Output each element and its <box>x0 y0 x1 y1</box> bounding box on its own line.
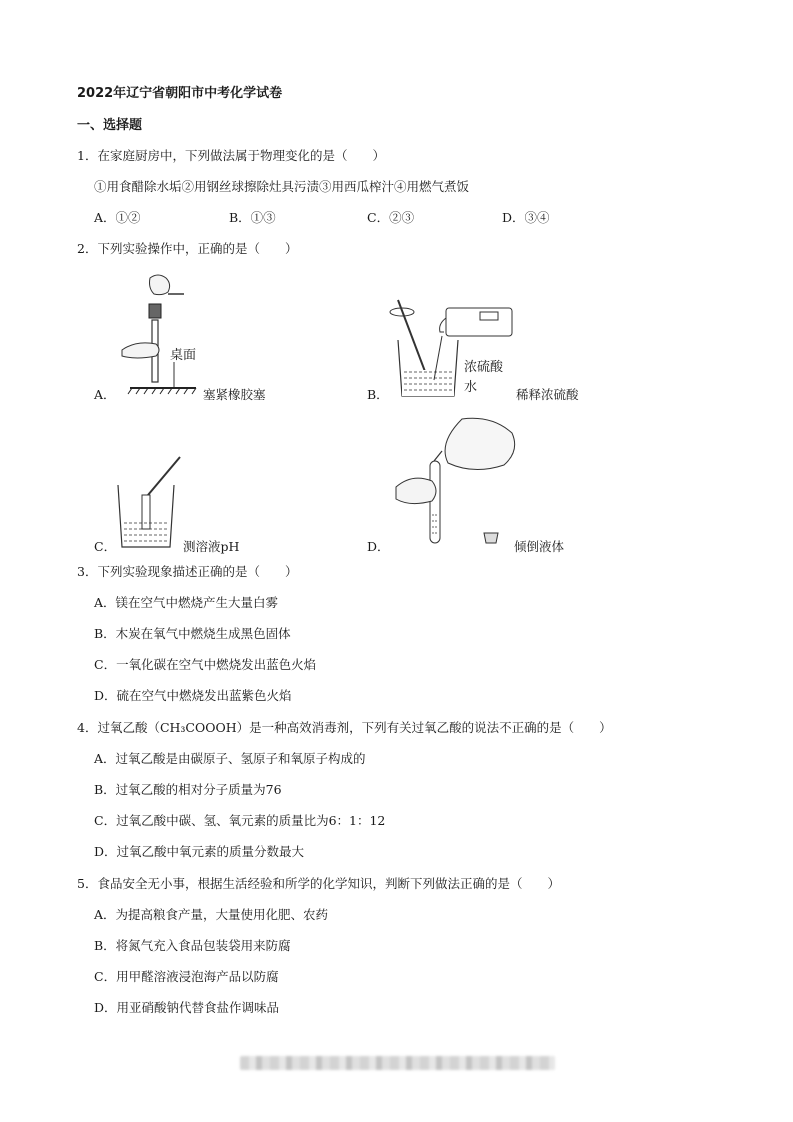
question-4-option-c: C．过氧乙酸中碳、氢、氧元素的质量比为6：1：12 <box>94 813 386 828</box>
figure-a-stopper <box>112 270 222 400</box>
question-4-stem: 4．过氧乙酸（CH₃COOOH）是一种高效消毒剂，下列有关过氧乙酸的说法不正确的是（ ） <box>77 720 612 735</box>
question-5-option-a: A．为提高粮食产量，大量使用化肥、农药 <box>94 907 329 922</box>
question-2-option-a: A． <box>94 387 116 402</box>
figure-b-label-acid: 浓硫酸 <box>464 360 504 375</box>
question-2-stem: 2．下列实验操作中，正确的是（ ） <box>77 241 298 256</box>
figure-d-pour <box>392 415 532 550</box>
question-2-option-d: D． <box>367 539 390 554</box>
figure-b-caption: 稀释浓硫酸 <box>516 387 579 402</box>
question-1-option-c: C．②③ <box>367 210 415 225</box>
question-5-stem: 5．食品安全无小事，根据生活经验和所学的化学知识，判断下列做法正确的是（ ） <box>77 876 560 891</box>
question-1-stem: 1．在家庭厨房中，下列做法属于物理变化的是（ ） <box>77 148 385 163</box>
figure-d-caption: 倾倒液体 <box>514 539 565 554</box>
pour-diagram <box>392 415 532 550</box>
figure-a-label: 桌面 <box>170 348 197 363</box>
question-3-option-c: C．一氧化碳在空气中燃烧发出蓝色火焰 <box>94 657 317 672</box>
question-4-option-d: D．过氧乙酸中氧元素的质量分数最大 <box>94 844 305 859</box>
question-4-option-a: A．过氧乙酸是由碳原子、氢原子和氧原子构成的 <box>94 751 366 766</box>
question-3-option-d: D．硫在空气中燃烧发出蓝紫色火焰 <box>94 688 292 703</box>
figure-c-ph <box>112 455 182 555</box>
section-heading: 一、选择题 <box>77 118 143 133</box>
page-title: 2022年辽宁省朝阳市中考化学试卷 <box>77 86 283 101</box>
question-3-option-b: B．木炭在氧气中燃烧生成黑色固体 <box>94 626 291 641</box>
figure-c-caption: 测溶液pH <box>183 539 240 554</box>
dilution-diagram <box>384 290 524 400</box>
question-2-option-c: C． <box>94 539 117 554</box>
question-5-option-b: B．将氮气充入食品包装袋用来防腐 <box>94 938 291 953</box>
question-2-option-b: B． <box>367 387 389 402</box>
question-5-option-c: C．用甲醛溶液浸泡海产品以防腐 <box>94 969 279 984</box>
question-3-stem: 3．下列实验现象描述正确的是（ ） <box>77 564 298 579</box>
figure-b-label-water: 水 <box>464 380 478 395</box>
question-1-statement: ①用食醋除水垢②用钢丝球擦除灶具污渍③用西瓜榨汁④用燃气煮饭 <box>94 179 470 194</box>
question-3-option-a: A．镁在空气中燃烧产生大量白雾 <box>94 595 279 610</box>
question-1-option-d: D．③④ <box>502 210 550 225</box>
question-5-option-d: D．用亚硝酸钠代替食盐作调味品 <box>94 1000 280 1015</box>
stopper-diagram <box>112 270 222 400</box>
question-1-option-a: A．①② <box>94 210 141 225</box>
question-1-option-b: B．①③ <box>229 210 276 225</box>
figure-b-dilution <box>384 290 524 400</box>
ph-diagram <box>112 455 182 555</box>
blurred-footer-watermark <box>240 1056 555 1070</box>
figure-a-caption: 塞紧橡胶塞 <box>203 387 266 402</box>
question-4-option-b: B．过氧乙酸的相对分子质量为76 <box>94 782 282 797</box>
